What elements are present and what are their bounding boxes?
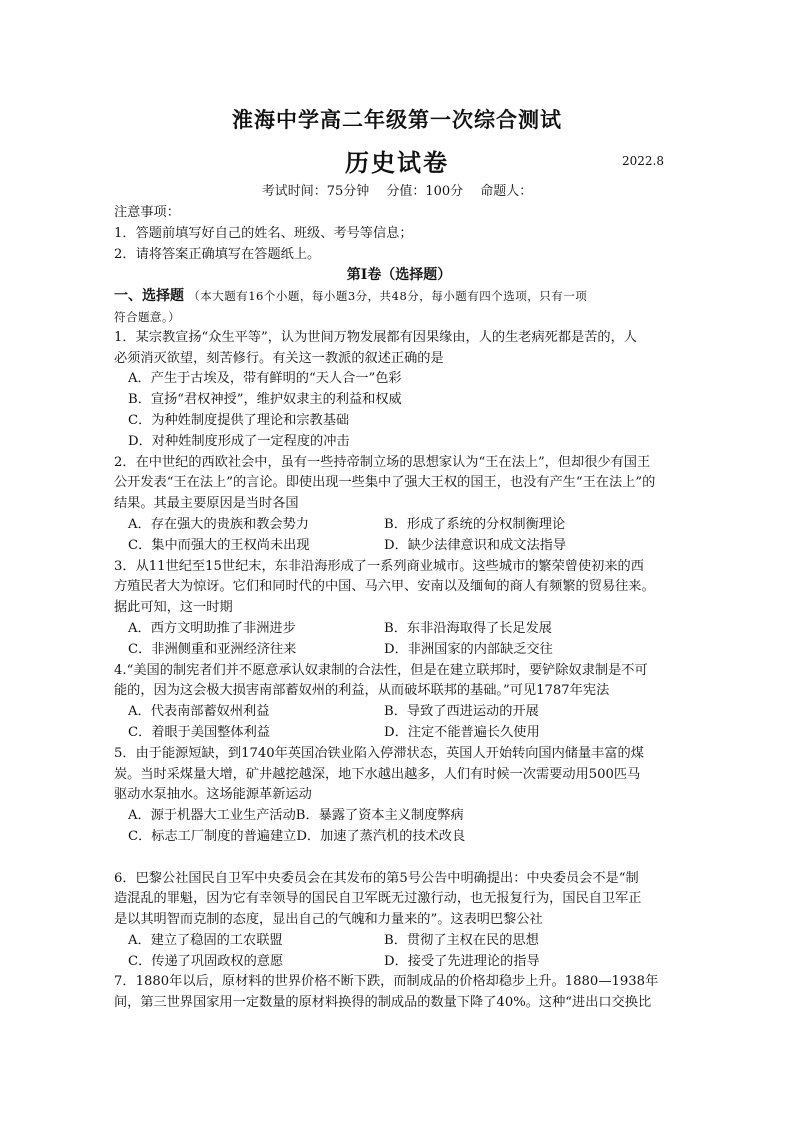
option-row [114,952,684,973]
question-text: 间，第三世界国家用一定数量的原材料换得的制成品的数量下降了40%。这种“进出口交换比 [114,995,652,1011]
question-text: 1．某宗教宣扬“众生平等”，认为世间万物发展都有因果缘由，人的生老病死都是苦的，人 [114,329,637,345]
option-c: C．着眼于美国整体利益 [128,724,270,740]
question-text: 结果。其最主要原因是当时各国 [114,496,299,512]
option-row [114,640,684,661]
exam-meta: 考试时间：75分钟 分值：100分 命题人： [261,184,533,199]
option-row [114,931,684,952]
option-a: A．代表南部蓄奴州利益 [128,704,270,720]
notice-title: 注意事项： [114,205,180,220]
notice-item: 2．请将答案正确填写在答题纸上。 [114,246,321,262]
question-text: 2．在中世纪的西欧社会中，虽有一些持帝制立场的思想家认为“王在法上”，但却很少有国王 [114,454,651,470]
question-5 [114,744,684,848]
option-c: C．为种姓制度提供了理论和宗教基础 [128,412,350,428]
option-row-ab: A．源于机器大工业生产活动B．暴露了资本主义制度弊病 [128,808,464,824]
question-text: 驱动水泵抽水。这场能源革新运动 [114,787,312,803]
option-row [114,723,684,744]
school-title: 淮海中学高二年级第一次综合测试 [232,107,562,132]
option-a: A．产生于古埃及，带有鲜明的“天人合一”色彩 [128,371,402,387]
notice-item: 1．答题前填写好自己的姓名、班级、考号等信息； [114,225,413,241]
option-row [114,515,684,536]
option-c: C．非洲侧重和亚洲经济往来 [128,641,297,657]
question-2 [114,453,684,557]
section-note-cont: 符合题意。） [114,309,181,324]
section-header [114,286,684,307]
question-text: 5．由于能源短缺，到1740年英国冶铁业陷入停滞状态，英国人开始转向国内储量丰富的煤 [114,745,644,761]
question-1 [114,328,684,453]
exam-date: 2022.8 [622,154,664,168]
option-row-cd: C．标志工厂制度的普遍建立D．加速了蒸汽机的技术改良 [128,828,466,844]
option-c: C．传递了巩固政权的意愿 [128,953,284,969]
blank-gap [114,848,684,869]
question-text: 能的，因为这会极大损害南部蓄奴州的利益，从而破坏联邦的基础。”可见1787年宪法 [114,683,610,699]
question-3 [114,557,684,661]
option-d: D．缺少法律意识和成文法指导 [384,537,567,553]
question-text: 3．从11世纪至15世纪末，东非沿海形成了一系列商业城市。这些城市的繁荣曾使初来的西 [114,558,644,574]
question-4 [114,661,684,744]
question-6 [114,869,684,973]
question-text: 4.“美国的制宪者们并不愿意承认奴隶制的合法性，但是在建立联邦时，要铲除奴隶制是不可 [114,662,648,678]
subject-title: 历史试卷 [345,148,449,177]
question-text: 6．巴黎公社国民自卫军中央委员会在其发布的第5号公告中明确提出：中央委员会不是“制 [114,870,639,886]
part-title: 第Ⅰ卷（选择题） [346,267,452,284]
question-text: 据此可知，这一时期 [114,600,233,616]
option-d: D．注定不能普遍长久使用 [384,724,540,740]
option-row [114,619,684,640]
option-b: B．导致了西进运动的开展 [384,704,539,720]
question-text: 公开发表“王在法上”的言论。即使出现一些集中了强大王权的国王，也没有产生“王在法上”的 [114,475,656,491]
question-text: 7．1880年以后，原材料的世界价格不断下跌，而制成品的价格却稳步上升。1880—1938年 [114,974,659,990]
option-d: D．接受了先进理论的指导 [384,953,540,969]
question-text: 方殖民者大为惊讶。它们和同时代的中国、马六甲、安南以及缅甸的商人有频繁的贸易往来。 [114,579,655,595]
option-b: B．宣扬“君权神授”，维护奴隶主的利益和权威 [128,392,402,408]
option-a: A．存在强大的贵族和教会势力 [128,516,309,532]
option-b: B．形成了系统的分权制衡理论 [384,516,566,532]
section-title: 一、选择题 [114,288,184,305]
option-d: D．非洲国家的内部缺乏交往 [384,641,553,657]
section-note: （本大题有16个小题，每小题3分，共48分，每小题有四个选项，只有一项 [188,289,588,304]
question-text: 必须消灭欲望，刻苦修行。有关这一教派的叙述正确的是 [114,350,444,366]
option-a: A．建立了稳固的工农联盟 [128,932,283,948]
option-b: B．贯彻了主权在民的思想 [384,932,539,948]
option-c: C．集中而强大的王权尚未出现 [128,537,310,553]
option-d: D．对种姓制度形成了一定程度的冲击 [128,433,350,449]
option-b: B．东非沿海取得了长足发展 [384,620,552,636]
option-row [114,702,684,723]
question-text: 造混乱的罪魁，因为它有幸领导的国民自卫军既无过激行动，也无报复行为，国民自卫军正 [114,891,642,907]
question-text: 是以其明智而克制的态度，显出自己的气魄和力量来的”。这表明巴黎公社 [114,912,543,928]
question-text: 炭。当时采煤量大增，矿井越挖越深，地下水越出越多，人们有时候一次需要动用500匹马 [114,766,641,782]
question-7 [114,972,684,1014]
exam-content [114,203,684,1014]
option-row [114,536,684,557]
option-a: A．西方文明助推了非洲进步 [128,620,296,636]
